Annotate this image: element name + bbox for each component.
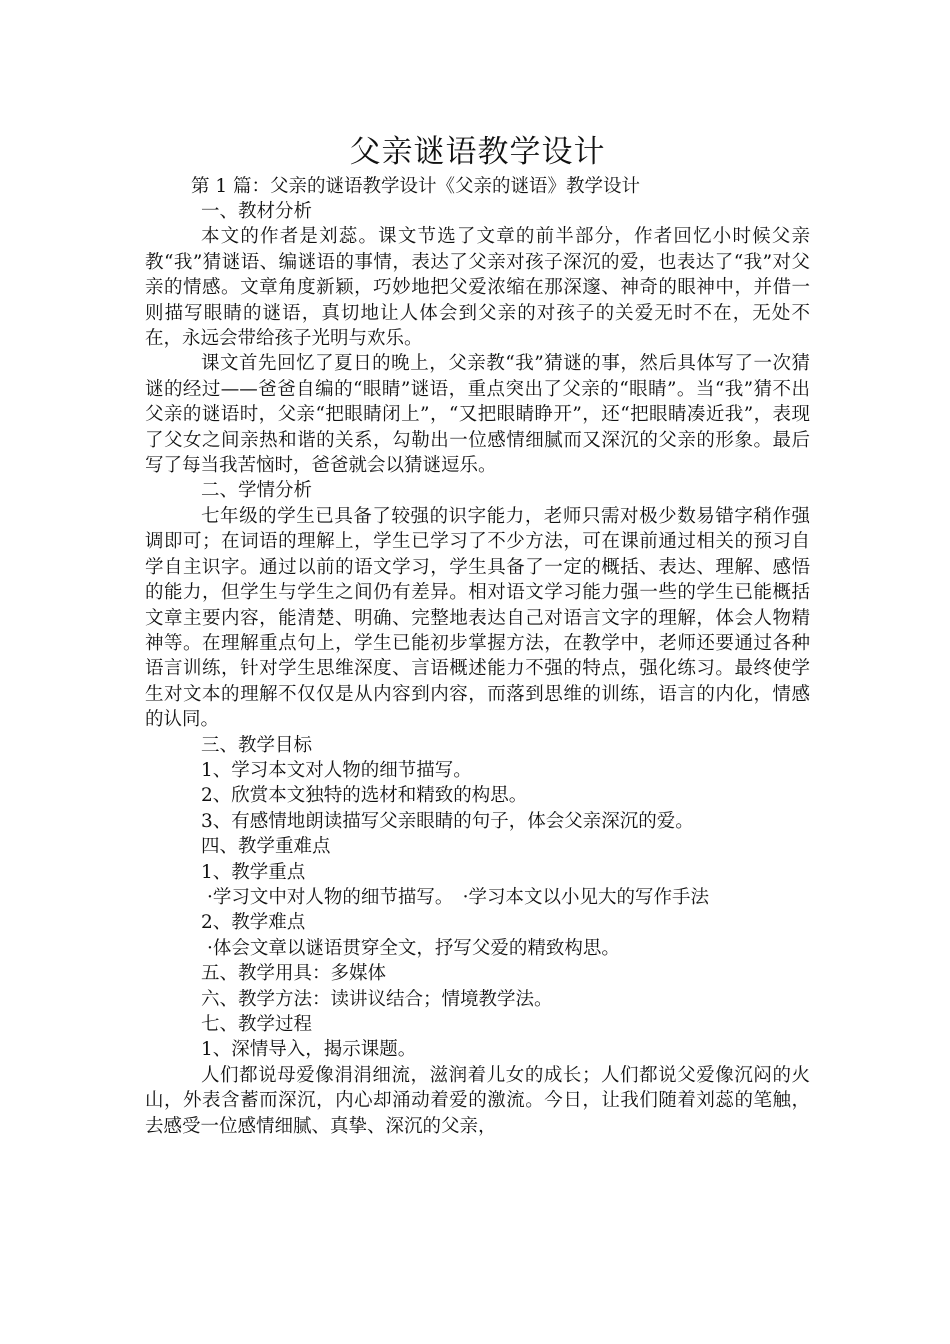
process-step-1: 1、深情导入，揭示课题。	[201, 1039, 417, 1061]
paragraph-textbook-analysis-2: 课文首先回忆了夏日的晚上，父亲教“我”猜谜的事，然后具体写了一次猜谜的经过——爸爸自编的“眼睛”谜语，重点突出了父亲的“眼睛”。当“我”猜不出父亲的谜语时，父亲“把眼睛闭上”，“又把眼睛睁开”，还“把眼睛凑近我”，表现了父女之间亲热和谐的关系，勾勒出一位感情细腻而又深沉的父亲的形象。最后写了每当我苦恼时，爸爸就会以猜谜逗乐。	[145, 353, 810, 477]
paragraph-textbook-analysis-1: 本文的作者是刘蕊。课文节选了文章的前半部分，作者回忆小时候父亲教“我”猜谜语、编谜语的事情，表达了父亲对孩子深沉的爱，也表达了“我”对父亲的情感。文章角度新颖，巧妙地把父爱浓缩在那深邃、神奇的眼神中，并借一则描写眼睛的谜语，真切地让人体会到父亲的对孩子的关爱无时不在，无处不在，永远会带给孩子光明与欢乐。	[145, 226, 810, 350]
goal-item-2: 2、欣赏本文独特的选材和精致的构思。	[201, 785, 528, 807]
section-teaching-tools: 五、教学用具：多媒体	[201, 963, 387, 985]
section-teaching-methods: 六、教学方法：读讲议结合；情境教学法。	[201, 988, 553, 1010]
difficult-point-item: ·体会文章以谜语贯穿全文，抒写父爱的精致构思。	[207, 937, 620, 959]
document-title: 父亲谜语教学设计	[349, 134, 606, 170]
subheading-difficult-points: 2、教学难点	[201, 912, 306, 934]
goal-item-1: 1、学习本文对人物的细节描写。	[201, 759, 472, 781]
document-subtitle: 第 1 篇：父亲的谜语教学设计《父亲的谜语》教学设计	[191, 176, 641, 197]
document-body	[145, 130, 810, 1139]
section-heading-student-analysis: 二、学情分析	[201, 480, 313, 502]
paragraph-introduction: 人们都说母爱像涓涓细流，滋润着儿女的成长；人们都说父爱像沉闷的火山，外表含蓄而深沉，内心却涌动着爱的激流。今日，让我们随着刘蕊的笔触，去感受一位感情细腻、真挚、深沉的父亲，	[145, 1064, 810, 1137]
paragraph-student-analysis: 七年级的学生已具备了较强的识字能力，老师只需对极少数易错字稍作强调即可；在词语的理解上，学生已学习了不少方法，可在课前通过相关的预习自学自主识字。通过以前的语文学习，学生具备了一定的概括、表达、理解、感悟的能力，但学生与学生之间仍有差异。相对语文学习能力强一些的学生已能概括文章主要内容，能清楚、明确、完整地表达自己对语言文字的理解，体会人物精神等。在理解重点句上，学生已能初步掌握方法，在教学中，老师还要通过各种语言训练，针对学生思维深度、言语概述能力不强的特点，强化练习。最终使学生对文本的理解不仅仅是从内容到内容，而落到思维的训练，语言的内化，情感的认同。	[145, 505, 810, 731]
section-heading-key-difficult-points: 四、教学重难点	[201, 836, 331, 858]
subheading-key-points: 1、教学重点	[201, 861, 306, 883]
goal-item-3: 3、有感情地朗读描写父亲眼睛的句子，体会父亲深沉的爱。	[201, 810, 694, 832]
section-heading-teaching-goals: 三、教学目标	[201, 734, 313, 756]
section-heading-teaching-process: 七、教学过程	[201, 1014, 313, 1035]
key-points-list: ·学习文中对人物的细节描写。 ·学习本文以小见大的写作手法	[207, 886, 710, 908]
section-heading-textbook-analysis: 一、教材分析	[201, 201, 313, 222]
